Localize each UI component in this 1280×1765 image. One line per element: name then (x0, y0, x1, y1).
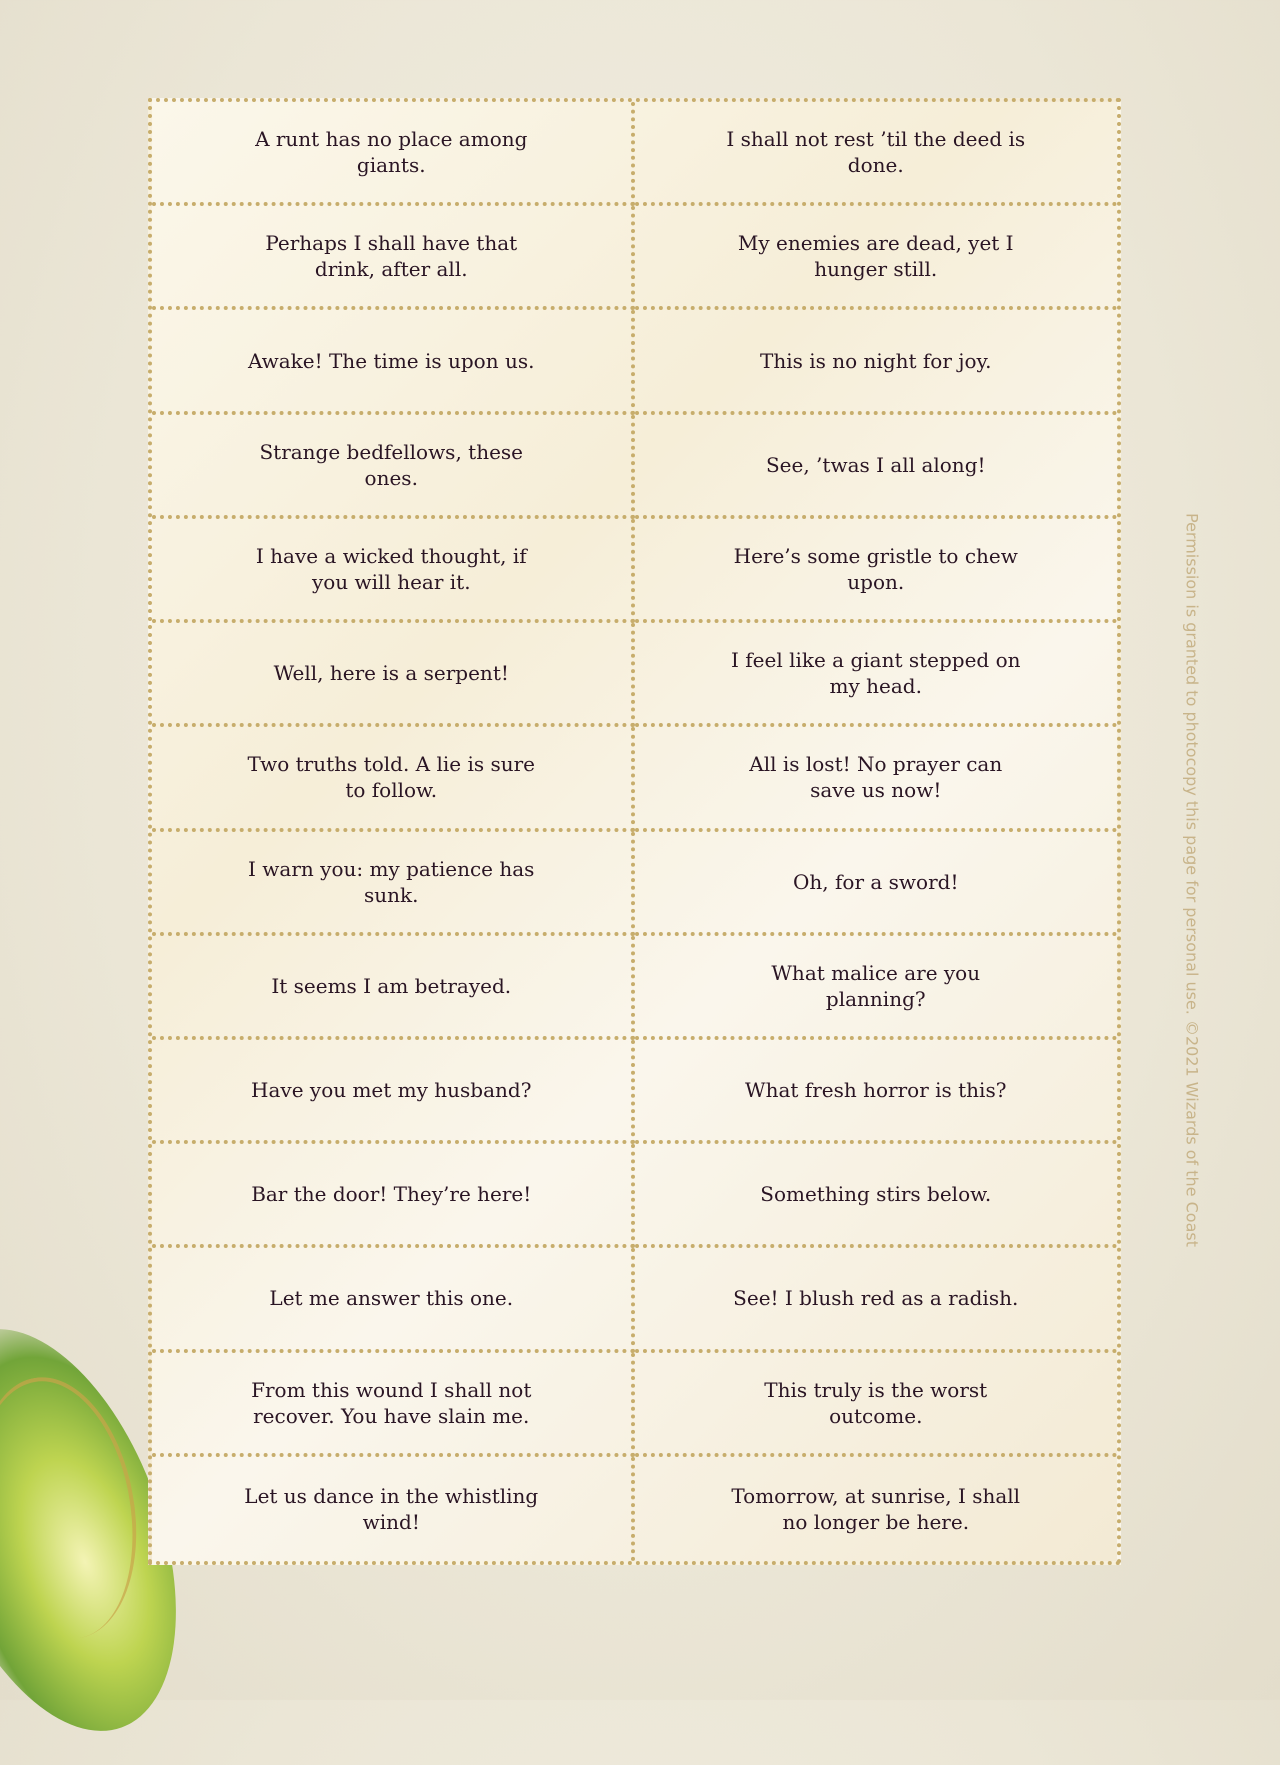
quote-text: Perhaps I shall have that drink, after all. (265, 231, 518, 282)
quote-text: See! I blush red as a radish. (733, 1286, 1019, 1311)
quote-card (152, 936, 635, 1040)
quote-card (152, 623, 635, 727)
quote-card (152, 1144, 635, 1248)
quote-text: A runt has no place among giants. (255, 127, 528, 178)
quote-card (635, 1353, 1118, 1457)
quote-card (635, 727, 1118, 831)
quote-card (635, 1144, 1118, 1248)
quote-card (152, 206, 635, 310)
quote-text: Let me answer this one. (269, 1286, 514, 1311)
quote-text: See, ’twas I all along! (765, 452, 986, 477)
quote-card (152, 1248, 635, 1352)
quote-text: From this wound I shall not recover. You have slain me. (251, 1377, 532, 1428)
quote-card (635, 832, 1118, 936)
quote-text: It seems I am betrayed. (271, 973, 512, 998)
quote-text: What malice are you planning? (771, 960, 981, 1011)
quote-text: Oh, for a sword! (793, 869, 959, 894)
quote-card (635, 623, 1118, 727)
quote-card (152, 1040, 635, 1144)
quote-card (635, 936, 1118, 1040)
quote-card (152, 102, 635, 206)
quote-text: My enemies are dead, yet I hunger still. (737, 231, 1014, 282)
quote-card (635, 206, 1118, 310)
quote-card (635, 519, 1118, 623)
quote-text: Let us dance in the whistling wind! (244, 1483, 539, 1534)
card-sheet (148, 98, 1121, 1565)
quote-text: I shall not rest ’til the deed is done. (726, 127, 1026, 178)
quote-card (635, 1248, 1118, 1352)
quote-card (152, 310, 635, 414)
quote-text: Strange bedfellows, these ones. (259, 439, 524, 490)
quote-text: Bar the door! They’re here! (251, 1182, 532, 1207)
quote-card (152, 832, 635, 936)
quote-text: I have a wicked thought, if you will hear it. (255, 543, 527, 594)
quote-text: What fresh horror is this? (745, 1078, 1007, 1103)
quote-card (152, 1353, 635, 1457)
quote-text: I feel like a giant stepped on my head. (730, 648, 1021, 699)
quote-card (635, 310, 1118, 414)
quote-card (635, 415, 1118, 519)
quote-card (152, 519, 635, 623)
quote-card (152, 727, 635, 831)
quote-text: Something stirs below. (760, 1182, 992, 1207)
quote-card (152, 1457, 635, 1561)
quote-card (635, 1040, 1118, 1144)
quote-card (635, 102, 1118, 206)
quote-text: Have you met my husband? (251, 1078, 532, 1103)
quote-card (635, 1457, 1118, 1561)
permission-notice: Permission is granted to photocopy this page for personal use. ©2021 Wizards of the Coast (1182, 513, 1202, 1247)
quote-text: Tomorrow, at sunrise, I shall no longer be here. (731, 1483, 1021, 1534)
quote-text: Here’s some gristle to chew upon. (733, 543, 1018, 594)
quote-card (152, 415, 635, 519)
quote-text: Awake! The time is upon us. (248, 348, 535, 373)
quote-text: I warn you: my patience has sunk. (248, 856, 535, 907)
quote-text: All is lost! No prayer can save us now! (749, 752, 1003, 803)
quote-text: This truly is the worst outcome. (764, 1377, 988, 1428)
quote-text: Well, here is a serpent! (273, 661, 509, 686)
quote-text: This is no night for joy. (760, 348, 992, 373)
quote-text: Two truths told. A lie is sure to follow. (247, 752, 535, 803)
